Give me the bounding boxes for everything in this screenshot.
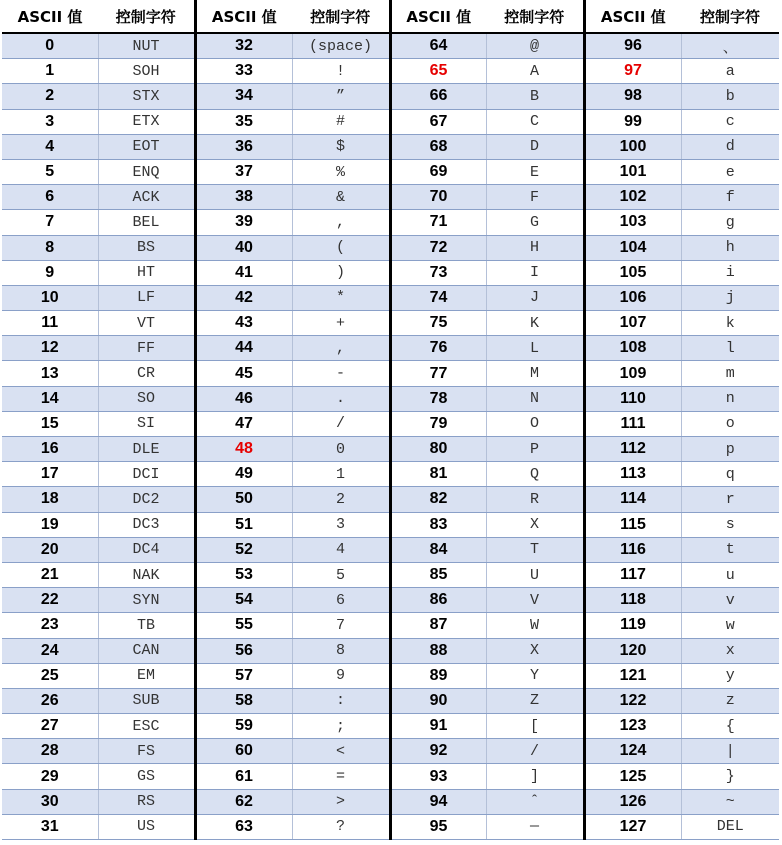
character-cell: ~	[681, 789, 779, 814]
character-cell: m	[681, 361, 779, 386]
ascii-code-cell: 83	[390, 512, 486, 537]
ascii-code-cell: 73	[390, 260, 486, 285]
character-cell: v	[681, 588, 779, 613]
character-cell: .	[292, 386, 390, 411]
ascii-code-cell: 23	[2, 613, 98, 638]
table-row	[2, 663, 779, 688]
character-cell: X	[486, 512, 584, 537]
ascii-code-cell: 108	[584, 336, 681, 361]
character-cell: TB	[98, 613, 195, 638]
character-cell: e	[681, 159, 779, 184]
ascii-table	[2, 0, 779, 840]
character-cell: SUB	[98, 688, 195, 713]
ascii-code-cell: 127	[584, 814, 681, 839]
ascii-code-cell: 53	[195, 562, 292, 587]
ascii-code-cell: 41	[195, 260, 292, 285]
table-row	[2, 159, 779, 184]
table-row	[2, 134, 779, 159]
ascii-code-cell: 77	[390, 361, 486, 386]
ascii-code-cell: 14	[2, 386, 98, 411]
table-row	[2, 789, 779, 814]
character-cell: DC3	[98, 512, 195, 537]
table-row	[2, 59, 779, 84]
character-cell: F	[486, 185, 584, 210]
character-cell: CAN	[98, 638, 195, 663]
character-cell: g	[681, 210, 779, 235]
ascii-code-cell: 5	[2, 159, 98, 184]
character-cell: ˆ	[486, 789, 584, 814]
table-row	[2, 235, 779, 260]
character-cell: L	[486, 336, 584, 361]
ascii-code-cell: 80	[390, 437, 486, 462]
ascii-code-cell: 25	[2, 663, 98, 688]
character-cell: RS	[98, 789, 195, 814]
character-cell: BEL	[98, 210, 195, 235]
ascii-code-cell: 65	[390, 59, 486, 84]
character-cell: EM	[98, 663, 195, 688]
ascii-code-cell: 111	[584, 411, 681, 436]
ascii-code-cell: 114	[584, 487, 681, 512]
ascii-code-cell: 48	[195, 437, 292, 462]
table-row	[2, 437, 779, 462]
table-row	[2, 764, 779, 789]
ascii-code-cell: 22	[2, 588, 98, 613]
ascii-code-cell: 96	[584, 33, 681, 59]
character-cell: M	[486, 361, 584, 386]
header-ascii-value-3: ASCII 值	[390, 0, 486, 33]
character-cell: /	[292, 411, 390, 436]
ascii-code-cell: 94	[390, 789, 486, 814]
character-cell: ACK	[98, 185, 195, 210]
character-cell: j	[681, 285, 779, 310]
table-row	[2, 84, 779, 109]
character-cell: A	[486, 59, 584, 84]
table-row	[2, 411, 779, 436]
character-cell: EOT	[98, 134, 195, 159]
character-cell: 4	[292, 537, 390, 562]
ascii-code-cell: 89	[390, 663, 486, 688]
character-cell: R	[486, 487, 584, 512]
character-cell: +	[292, 311, 390, 336]
character-cell: t	[681, 537, 779, 562]
ascii-code-cell: 81	[390, 462, 486, 487]
character-cell: ;	[292, 714, 390, 739]
character-cell: a	[681, 59, 779, 84]
character-cell: ]	[486, 764, 584, 789]
table-row	[2, 285, 779, 310]
ascii-code-cell: 47	[195, 411, 292, 436]
character-cell: 5	[292, 562, 390, 587]
character-cell: P	[486, 437, 584, 462]
ascii-code-cell: 67	[390, 109, 486, 134]
ascii-code-cell: 119	[584, 613, 681, 638]
character-cell: SYN	[98, 588, 195, 613]
character-cell: BS	[98, 235, 195, 260]
table-row	[2, 210, 779, 235]
ascii-code-cell: 8	[2, 235, 98, 260]
character-cell: @	[486, 33, 584, 59]
ascii-code-cell: 18	[2, 487, 98, 512]
ascii-code-cell: 101	[584, 159, 681, 184]
ascii-code-cell: 78	[390, 386, 486, 411]
ascii-code-cell: 68	[390, 134, 486, 159]
character-cell: G	[486, 210, 584, 235]
character-cell: CR	[98, 361, 195, 386]
ascii-code-cell: 2	[2, 84, 98, 109]
character-cell: Y	[486, 663, 584, 688]
character-cell: N	[486, 386, 584, 411]
ascii-code-cell: 40	[195, 235, 292, 260]
header-control-char-4: 控制字符	[681, 0, 779, 33]
character-cell: $	[292, 134, 390, 159]
ascii-code-cell: 122	[584, 688, 681, 713]
character-cell: {	[681, 714, 779, 739]
character-cell: D	[486, 134, 584, 159]
ascii-code-cell: 31	[2, 814, 98, 839]
table-row	[2, 688, 779, 713]
character-cell: -	[292, 361, 390, 386]
ascii-code-cell: 50	[195, 487, 292, 512]
character-cell: ETX	[98, 109, 195, 134]
ascii-code-cell: 107	[584, 311, 681, 336]
character-cell: LF	[98, 285, 195, 310]
ascii-code-cell: 125	[584, 764, 681, 789]
ascii-code-cell: 88	[390, 638, 486, 663]
ascii-code-cell: 87	[390, 613, 486, 638]
character-cell: W	[486, 613, 584, 638]
character-cell: %	[292, 159, 390, 184]
character-cell: STX	[98, 84, 195, 109]
ascii-code-cell: 15	[2, 411, 98, 436]
character-cell: V	[486, 588, 584, 613]
character-cell: K	[486, 311, 584, 336]
character-cell: GS	[98, 764, 195, 789]
ascii-code-cell: 3	[2, 109, 98, 134]
table-row	[2, 613, 779, 638]
character-cell: ?	[292, 814, 390, 839]
character-cell: >	[292, 789, 390, 814]
table-row	[2, 336, 779, 361]
ascii-code-cell: 54	[195, 588, 292, 613]
character-cell: Z	[486, 688, 584, 713]
character-cell: X	[486, 638, 584, 663]
character-cell: s	[681, 512, 779, 537]
table-row	[2, 109, 779, 134]
character-cell: ESC	[98, 714, 195, 739]
ascii-code-cell: 51	[195, 512, 292, 537]
ascii-code-cell: 110	[584, 386, 681, 411]
character-cell: DLE	[98, 437, 195, 462]
ascii-code-cell: 115	[584, 512, 681, 537]
ascii-code-cell: 66	[390, 84, 486, 109]
ascii-code-cell: 13	[2, 361, 98, 386]
character-cell: <	[292, 739, 390, 764]
character-cell: c	[681, 109, 779, 134]
ascii-code-cell: 57	[195, 663, 292, 688]
character-cell: n	[681, 386, 779, 411]
character-cell: &	[292, 185, 390, 210]
ascii-code-cell: 56	[195, 638, 292, 663]
ascii-code-cell: 10	[2, 285, 98, 310]
character-cell: 2	[292, 487, 390, 512]
ascii-code-cell: 39	[195, 210, 292, 235]
character-cell: U	[486, 562, 584, 587]
ascii-code-cell: 30	[2, 789, 98, 814]
ascii-code-cell: 62	[195, 789, 292, 814]
character-cell: 9	[292, 663, 390, 688]
ascii-code-cell: 76	[390, 336, 486, 361]
ascii-code-cell: 60	[195, 739, 292, 764]
ascii-code-cell: 0	[2, 33, 98, 59]
table-row	[2, 814, 779, 839]
character-cell: US	[98, 814, 195, 839]
table-row	[2, 714, 779, 739]
character-cell: HT	[98, 260, 195, 285]
character-cell: #	[292, 109, 390, 134]
ascii-code-cell: 32	[195, 33, 292, 59]
character-cell: VT	[98, 311, 195, 336]
character-cell: SO	[98, 386, 195, 411]
character-cell: NUT	[98, 33, 195, 59]
header-ascii-value-4: ASCII 值	[584, 0, 681, 33]
table-row	[2, 462, 779, 487]
ascii-code-cell: 70	[390, 185, 486, 210]
ascii-code-cell: 102	[584, 185, 681, 210]
character-cell: FF	[98, 336, 195, 361]
character-cell: 6	[292, 588, 390, 613]
ascii-code-cell: 9	[2, 260, 98, 285]
ascii-code-cell: 126	[584, 789, 681, 814]
ascii-code-cell: 92	[390, 739, 486, 764]
ascii-code-cell: 97	[584, 59, 681, 84]
ascii-code-cell: 27	[2, 714, 98, 739]
character-cell: 3	[292, 512, 390, 537]
character-cell: DCI	[98, 462, 195, 487]
character-cell: p	[681, 437, 779, 462]
ascii-code-cell: 7	[2, 210, 98, 235]
character-cell: q	[681, 462, 779, 487]
ascii-code-cell: 93	[390, 764, 486, 789]
ascii-code-cell: 124	[584, 739, 681, 764]
ascii-code-cell: 106	[584, 285, 681, 310]
character-cell: b	[681, 84, 779, 109]
ascii-code-cell: 52	[195, 537, 292, 562]
character-cell: H	[486, 235, 584, 260]
table-row	[2, 537, 779, 562]
character-cell: }	[681, 764, 779, 789]
ascii-code-cell: 12	[2, 336, 98, 361]
ascii-code-cell: 42	[195, 285, 292, 310]
table-row	[2, 386, 779, 411]
ascii-code-cell: 63	[195, 814, 292, 839]
table-row	[2, 638, 779, 663]
character-cell: 0	[292, 437, 390, 462]
ascii-code-cell: 75	[390, 311, 486, 336]
ascii-code-cell: 71	[390, 210, 486, 235]
character-cell: ,	[292, 210, 390, 235]
character-cell: 7	[292, 613, 390, 638]
ascii-code-cell: 45	[195, 361, 292, 386]
ascii-code-cell: 84	[390, 537, 486, 562]
ascii-code-cell: 61	[195, 764, 292, 789]
ascii-code-cell: 64	[390, 33, 486, 59]
character-cell: x	[681, 638, 779, 663]
header-ascii-value-1: ASCII 值	[2, 0, 98, 33]
ascii-code-cell: 69	[390, 159, 486, 184]
character-cell: ”	[292, 84, 390, 109]
ascii-code-cell: 91	[390, 714, 486, 739]
character-cell: )	[292, 260, 390, 285]
ascii-code-cell: 28	[2, 739, 98, 764]
character-cell: *	[292, 285, 390, 310]
character-cell: o	[681, 411, 779, 436]
ascii-code-cell: 43	[195, 311, 292, 336]
character-cell: FS	[98, 739, 195, 764]
ascii-code-cell: 29	[2, 764, 98, 789]
ascii-code-cell: 85	[390, 562, 486, 587]
ascii-code-cell: 118	[584, 588, 681, 613]
table-row	[2, 562, 779, 587]
table-row	[2, 739, 779, 764]
table-row	[2, 487, 779, 512]
character-cell: i	[681, 260, 779, 285]
ascii-code-cell: 117	[584, 562, 681, 587]
ascii-code-cell: 95	[390, 814, 486, 839]
ascii-code-cell: 105	[584, 260, 681, 285]
table-row	[2, 361, 779, 386]
ascii-code-cell: 99	[584, 109, 681, 134]
character-cell: /	[486, 739, 584, 764]
table-row	[2, 311, 779, 336]
ascii-code-cell: 120	[584, 638, 681, 663]
character-cell: (space)	[292, 33, 390, 59]
character-cell: DEL	[681, 814, 779, 839]
character-cell: =	[292, 764, 390, 789]
ascii-code-cell: 58	[195, 688, 292, 713]
ascii-code-cell: 21	[2, 562, 98, 587]
table-row	[2, 588, 779, 613]
character-cell: DC4	[98, 537, 195, 562]
character-cell: |	[681, 739, 779, 764]
character-cell: 8	[292, 638, 390, 663]
ascii-code-cell: 112	[584, 437, 681, 462]
character-cell: DC2	[98, 487, 195, 512]
character-cell: 1	[292, 462, 390, 487]
character-cell: —	[486, 814, 584, 839]
ascii-code-cell: 37	[195, 159, 292, 184]
ascii-code-cell: 17	[2, 462, 98, 487]
character-cell: SI	[98, 411, 195, 436]
ascii-code-cell: 72	[390, 235, 486, 260]
ascii-code-cell: 82	[390, 487, 486, 512]
ascii-code-cell: 98	[584, 84, 681, 109]
ascii-code-cell: 116	[584, 537, 681, 562]
character-cell: [	[486, 714, 584, 739]
ascii-code-cell: 100	[584, 134, 681, 159]
ascii-code-cell: 121	[584, 663, 681, 688]
character-cell: O	[486, 411, 584, 436]
character-cell: Q	[486, 462, 584, 487]
character-cell: ,	[292, 336, 390, 361]
ascii-table-body	[2, 33, 779, 840]
character-cell: ENQ	[98, 159, 195, 184]
character-cell: SOH	[98, 59, 195, 84]
character-cell: T	[486, 537, 584, 562]
table-row	[2, 33, 779, 59]
character-cell: l	[681, 336, 779, 361]
character-cell: NAK	[98, 562, 195, 587]
character-cell: E	[486, 159, 584, 184]
ascii-code-cell: 104	[584, 235, 681, 260]
ascii-code-cell: 4	[2, 134, 98, 159]
ascii-code-cell: 49	[195, 462, 292, 487]
ascii-code-cell: 123	[584, 714, 681, 739]
character-cell: J	[486, 285, 584, 310]
character-cell: k	[681, 311, 779, 336]
ascii-code-cell: 34	[195, 84, 292, 109]
character-cell: f	[681, 185, 779, 210]
table-row	[2, 260, 779, 285]
ascii-code-cell: 1	[2, 59, 98, 84]
character-cell: (	[292, 235, 390, 260]
character-cell: h	[681, 235, 779, 260]
header-control-char-3: 控制字符	[486, 0, 584, 33]
ascii-code-cell: 35	[195, 109, 292, 134]
ascii-code-cell: 55	[195, 613, 292, 638]
header-ascii-value-2: ASCII 值	[195, 0, 292, 33]
character-cell: C	[486, 109, 584, 134]
ascii-code-cell: 24	[2, 638, 98, 663]
ascii-code-cell: 46	[195, 386, 292, 411]
ascii-code-cell: 36	[195, 134, 292, 159]
header-row	[2, 0, 779, 33]
ascii-code-cell: 16	[2, 437, 98, 462]
ascii-code-cell: 26	[2, 688, 98, 713]
character-cell: !	[292, 59, 390, 84]
table-row	[2, 512, 779, 537]
ascii-code-cell: 44	[195, 336, 292, 361]
header-control-char-1: 控制字符	[98, 0, 195, 33]
ascii-code-cell: 113	[584, 462, 681, 487]
ascii-code-cell: 19	[2, 512, 98, 537]
character-cell: w	[681, 613, 779, 638]
ascii-code-cell: 103	[584, 210, 681, 235]
character-cell: I	[486, 260, 584, 285]
ascii-code-cell: 6	[2, 185, 98, 210]
ascii-code-cell: 38	[195, 185, 292, 210]
ascii-code-cell: 109	[584, 361, 681, 386]
table-row	[2, 185, 779, 210]
header-control-char-2: 控制字符	[292, 0, 390, 33]
character-cell: z	[681, 688, 779, 713]
ascii-code-cell: 11	[2, 311, 98, 336]
character-cell: y	[681, 663, 779, 688]
ascii-code-cell: 86	[390, 588, 486, 613]
character-cell: u	[681, 562, 779, 587]
ascii-code-cell: 33	[195, 59, 292, 84]
character-cell: d	[681, 134, 779, 159]
character-cell: 、	[681, 33, 779, 59]
ascii-code-cell: 79	[390, 411, 486, 436]
ascii-code-cell: 74	[390, 285, 486, 310]
character-cell: B	[486, 84, 584, 109]
character-cell: r	[681, 487, 779, 512]
character-cell: :	[292, 688, 390, 713]
ascii-code-cell: 90	[390, 688, 486, 713]
ascii-code-cell: 59	[195, 714, 292, 739]
ascii-code-cell: 20	[2, 537, 98, 562]
